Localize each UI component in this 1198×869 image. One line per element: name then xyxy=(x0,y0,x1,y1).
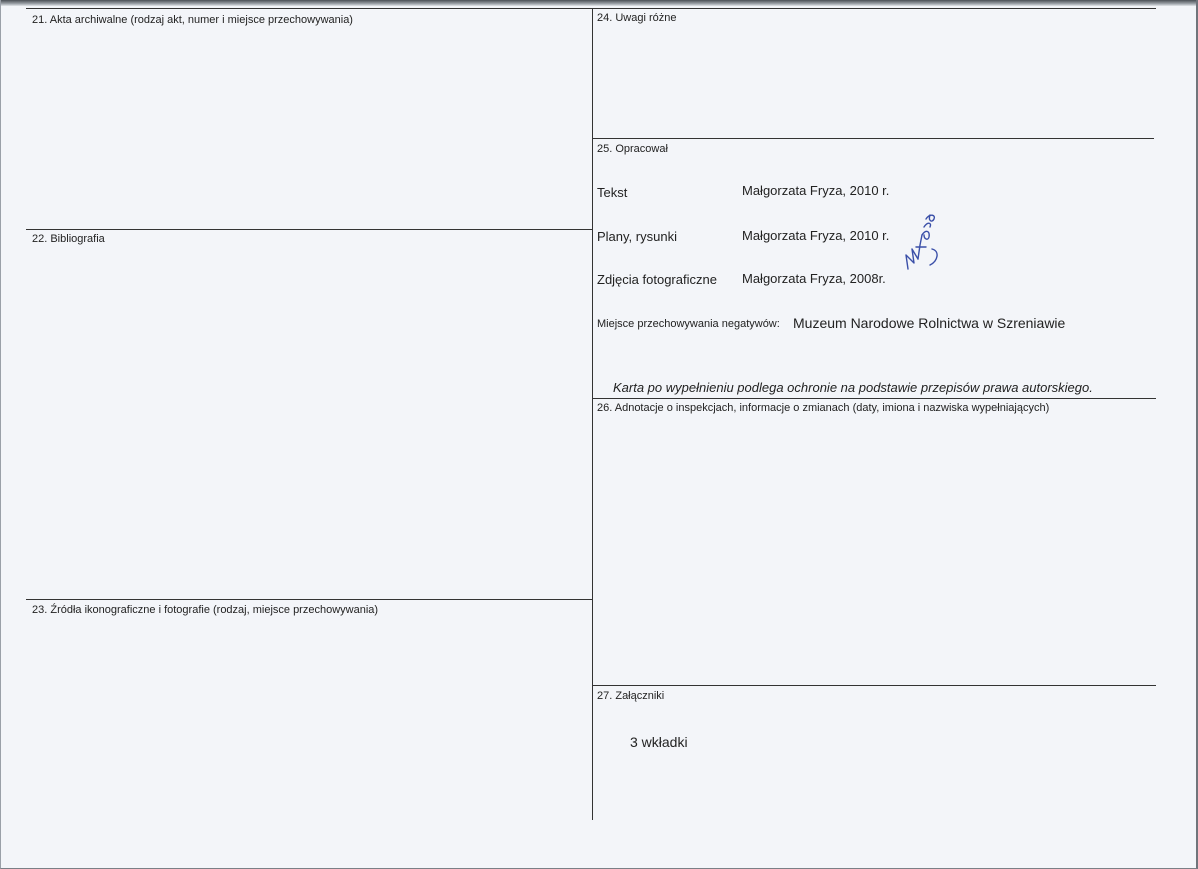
tekst-label: Tekst xyxy=(597,185,628,200)
divider-27 xyxy=(592,685,1156,686)
section-26-label: 26. Adnotacje o inspekcjach, informacje o zmianach (daty, imiona i nazwiska wypełniających) xyxy=(597,402,1050,414)
section-21-label: 21. Akta archiwalne (rodzaj akt, numer i miejsce przechowywania) xyxy=(32,14,353,26)
divider-26 xyxy=(592,398,1156,399)
top-border-line xyxy=(26,8,1156,9)
zdjecia-label: Zdjęcia fotograficzne xyxy=(597,272,717,287)
negatywy-label: Miejsce przechowywania negatywów: xyxy=(597,318,780,330)
section-23-label: 23. Źródła ikonograficzne i fotografie (rodzaj, miejsce przechowywania) xyxy=(32,604,379,616)
divider-25 xyxy=(592,138,1154,139)
divider-22 xyxy=(26,229,592,230)
tekst-value: Małgorzata Fryza, 2010 r. xyxy=(742,183,890,198)
negatywy-value: Muzeum Narodowe Rolnictwa w Szreniawie xyxy=(793,315,1066,331)
section-25-label: 25. Opracował xyxy=(597,143,668,155)
section-27-label: 27. Załączniki xyxy=(597,690,665,702)
plany-value: Małgorzata Fryza, 2010 r. xyxy=(742,228,890,243)
zalaczniki-value: 3 wkładki xyxy=(630,734,688,750)
signature-text: MFryza xyxy=(796,105,800,106)
divider-23 xyxy=(26,599,592,600)
plany-label: Plany, rysunki xyxy=(597,229,677,244)
section-24-label: 24. Uwagi różne xyxy=(597,12,677,24)
section-22-label: 22. Bibliografia xyxy=(32,233,105,245)
copyright-note: Karta po wypełnieniu podlega ochronie na podstawie przepisów prawa autorskiego. xyxy=(613,380,1093,395)
zdjecia-value: Małgorzata Fryza, 2008r. xyxy=(742,271,886,286)
center-divider xyxy=(592,8,593,820)
